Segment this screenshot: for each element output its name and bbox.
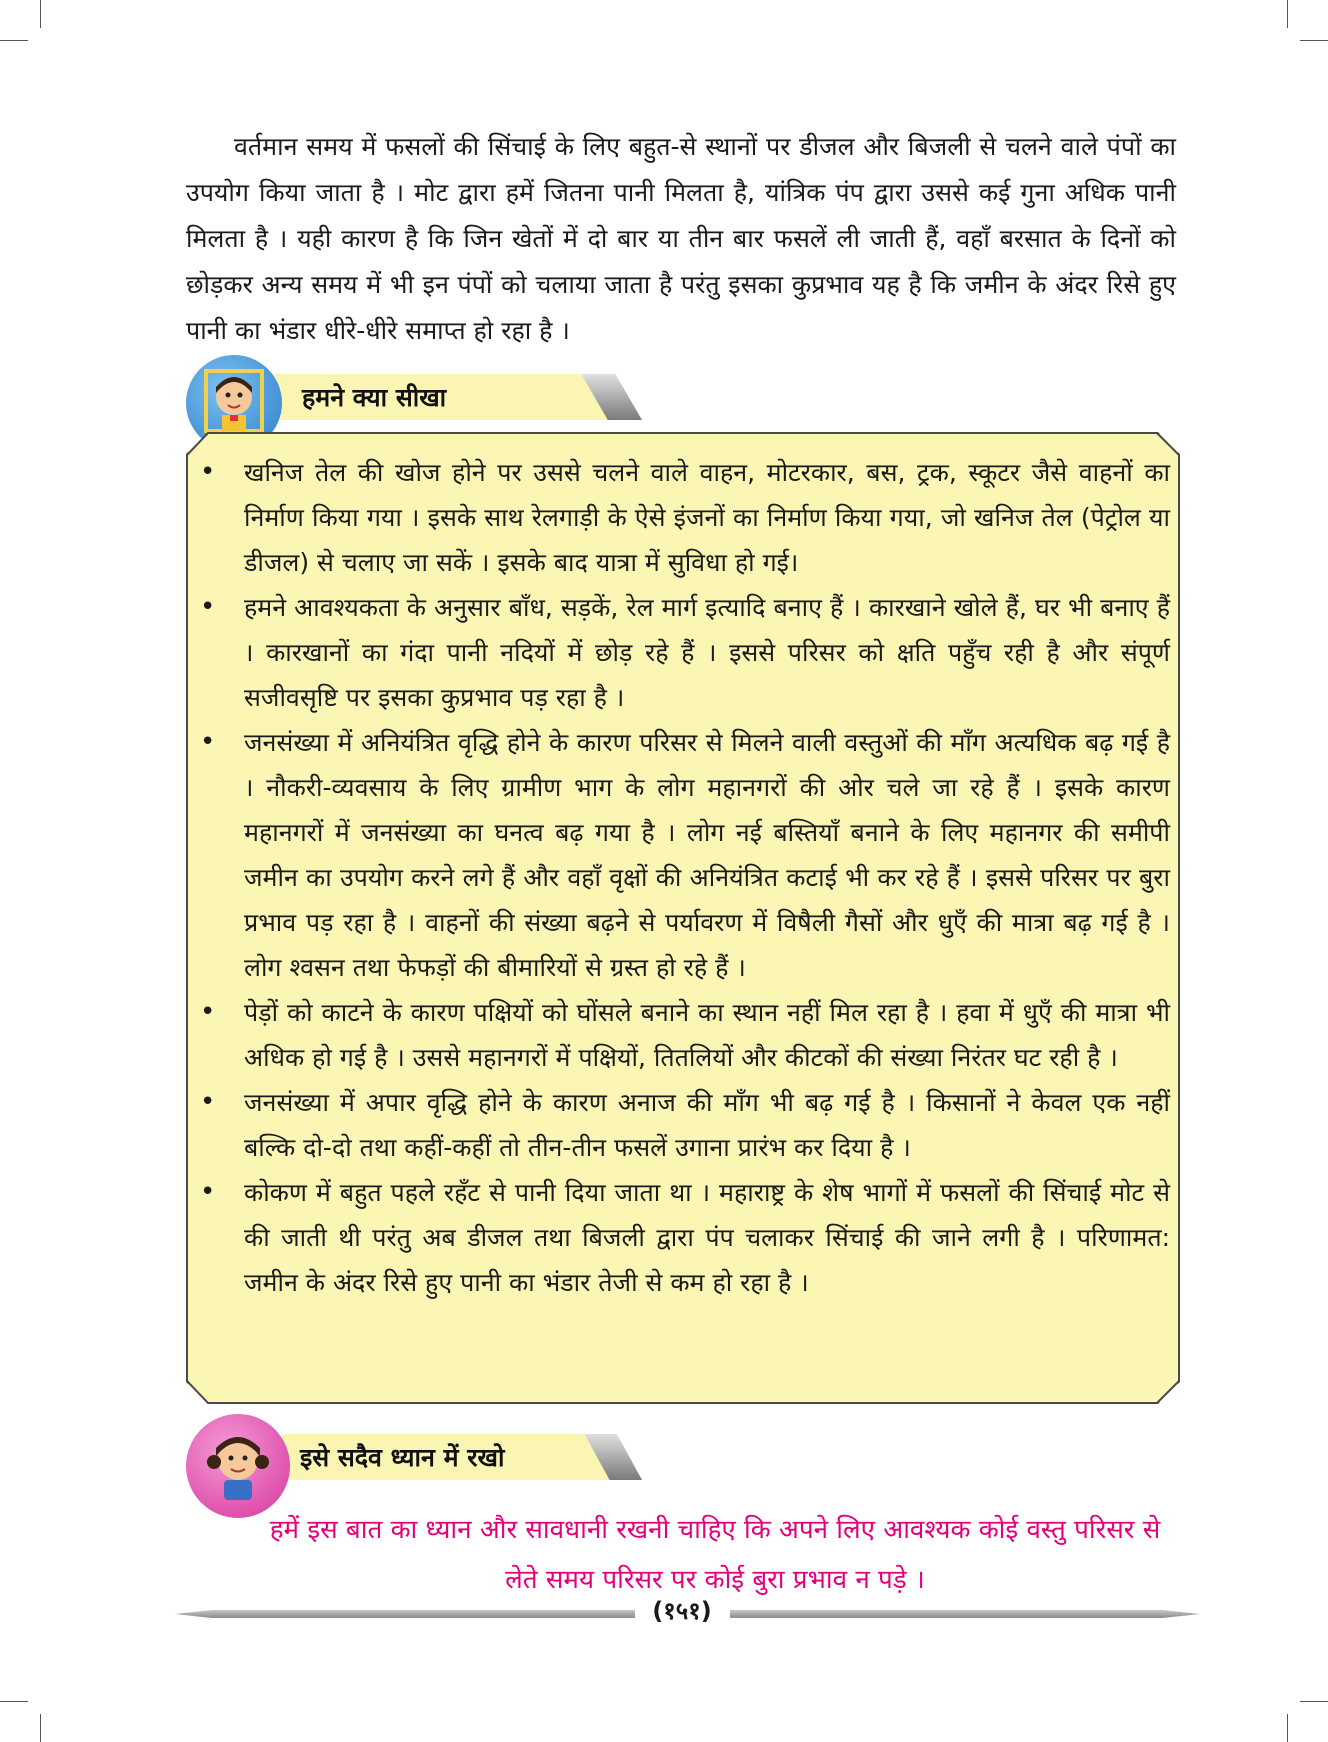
- girl-mascot-icon: [186, 1414, 290, 1518]
- crop-mark: [40, 0, 41, 28]
- crop-mark: [1287, 0, 1288, 28]
- crop-mark: [0, 40, 28, 41]
- list-item: • जनसंख्या में अपार वृद्धि होने के कारण अनाज की माँग भी बढ़ गई है । किसानों ने केवल एक नहीं बल्कि दो-दो तथा कहीं-कहीं तो तीन-तीन फसलें उगाना प्रारंभ कर दिया है ।: [200, 1080, 1170, 1170]
- learned-points-list: [200, 450, 1170, 1305]
- crop-mark: [1300, 40, 1328, 41]
- crop-mark: [40, 1714, 41, 1742]
- list-item: • कोकण में बहुत पहले रहँट से पानी दिया जाता था । महाराष्ट्र के शेष भागों में फसलों की सिंचाई मोट से की जाती थी परंतु अब डीजल तथा बिजली द्वारा पंप चलाकर सिंचाई की जाने लगी है । परिणामत: जमीन के अंदर रिसे हुए पानी का भंडार तेजी से कम हो रहा है ।: [200, 1170, 1170, 1305]
- remember-heading: इसे सदैव ध्यान में रखो: [300, 1443, 505, 1472]
- intro-paragraph: वर्तमान समय में फसलों की सिंचाई के लिए बहुत-से स्थानों पर डीजल और बिजली से चलने वाले पंपों का उपयोग किया जाता है । मोट द्वारा हमें जितना पानी मिलता है, यांत्रिक पंप द्वारा उससे कई गुना अधिक पानी मिलता है । यही कारण है कि जिन खेतों में दो बार या तीन बार फसलें ली जाती हैं, वहाँ बरसात के दिनों को छोड़कर अन्य समय में भी इन पंपों को चलाया जाता है परंतु इसका कुप्रभाव यह है कि जमीन के अंदर रिसे हुए पानी का भंडार धीरे-धीरे समाप्त हो रहा है ।: [186, 132, 1176, 345]
- list-item: • हमने आवश्यकता के अनुसार बाँध, सड़कें, रेल मार्ग इत्यादि बनाए हैं । कारखाने खोले हैं, घर भी बनाए हैं । कारखानों का गंदा पानी नदियों में छोड़ रहे हैं । इससे परिसर को क्षति पहुँच रही है और संपूर्ण सजीवसृष्टि पर इसका कुप्रभाव पड़ रहा है ।: [200, 585, 1170, 720]
- girl-face-icon: [196, 1424, 280, 1508]
- list-item: • पेड़ों को काटने के कारण पक्षियों को घोंसले बनाने का स्थान नहीं मिल रहा है । हवा में धुएँ की मात्रा भी अधिक हो गई है । उससे महानगरों में पक्षियों, तितलियों और कीटकों की संख्या निरंतर घट रही है ।: [200, 990, 1170, 1080]
- crop-mark: [0, 1701, 28, 1702]
- crop-mark: [1287, 1714, 1288, 1742]
- footer-rule-left: [175, 1610, 635, 1618]
- footer-rule-right: [730, 1610, 1200, 1618]
- remember-text: हमें इस बात का ध्यान और सावधानी रखनी चाहिए कि अपने लिए आवश्यक कोई वस्तु परिसर से लेते समय परिसर पर कोई बुरा प्रभाव न पड़े ।: [269, 1515, 1161, 1595]
- page-number: (१५१): [652, 1597, 712, 1625]
- crop-mark: [1300, 1701, 1328, 1702]
- list-item: • जनसंख्या में अनियंत्रित वृद्धि होने के कारण परिसर से मिलने वाली वस्तुओं की माँग अत्यधिक बढ़ गई है । नौकरी-व्यवसाय के लिए ग्रामीण भाग के लोग महानगरों की ओर चले जा रहे हैं । इसके कारण महानगरों में जनसंख्या का घनत्व बढ़ गया है । लोग नई बस्तियाँ बनाने के लिए महानगर की समीपी जमीन का उपयोग करने लगे हैं और वहाँ वृक्षों की अनियंत्रित कटाई भी कर रहे हैं । इससे परिसर पर बुरा प्रभाव पड़ रहा है । वाहनों की संख्या बढ़ने से पर्यावरण में विषैली गैसों और धुएँ की मात्रा बढ़ गई है । लोग श्वसन तथा फेफड़ों की बीमारियों से ग्रस्त हो रहे हैं ।: [200, 720, 1170, 990]
- learned-heading: हमने क्या सीखा: [302, 383, 447, 412]
- girl-face-icon: [194, 363, 274, 443]
- list-item: • खनिज तेल की खोज होने पर उससे चलने वाले वाहन, मोटरकार, बस, ट्रक, स्कूटर जैसे वाहनों का निर्माण किया गया । इसके साथ रेलगाड़ी के ऐसे इंजनों का निर्माण किया गया, जो खनिज तेल (पेट्रोल या डीजल) से चलाए जा सकें । इसके बाद यात्रा में सुविधा हो गई।: [200, 450, 1170, 585]
